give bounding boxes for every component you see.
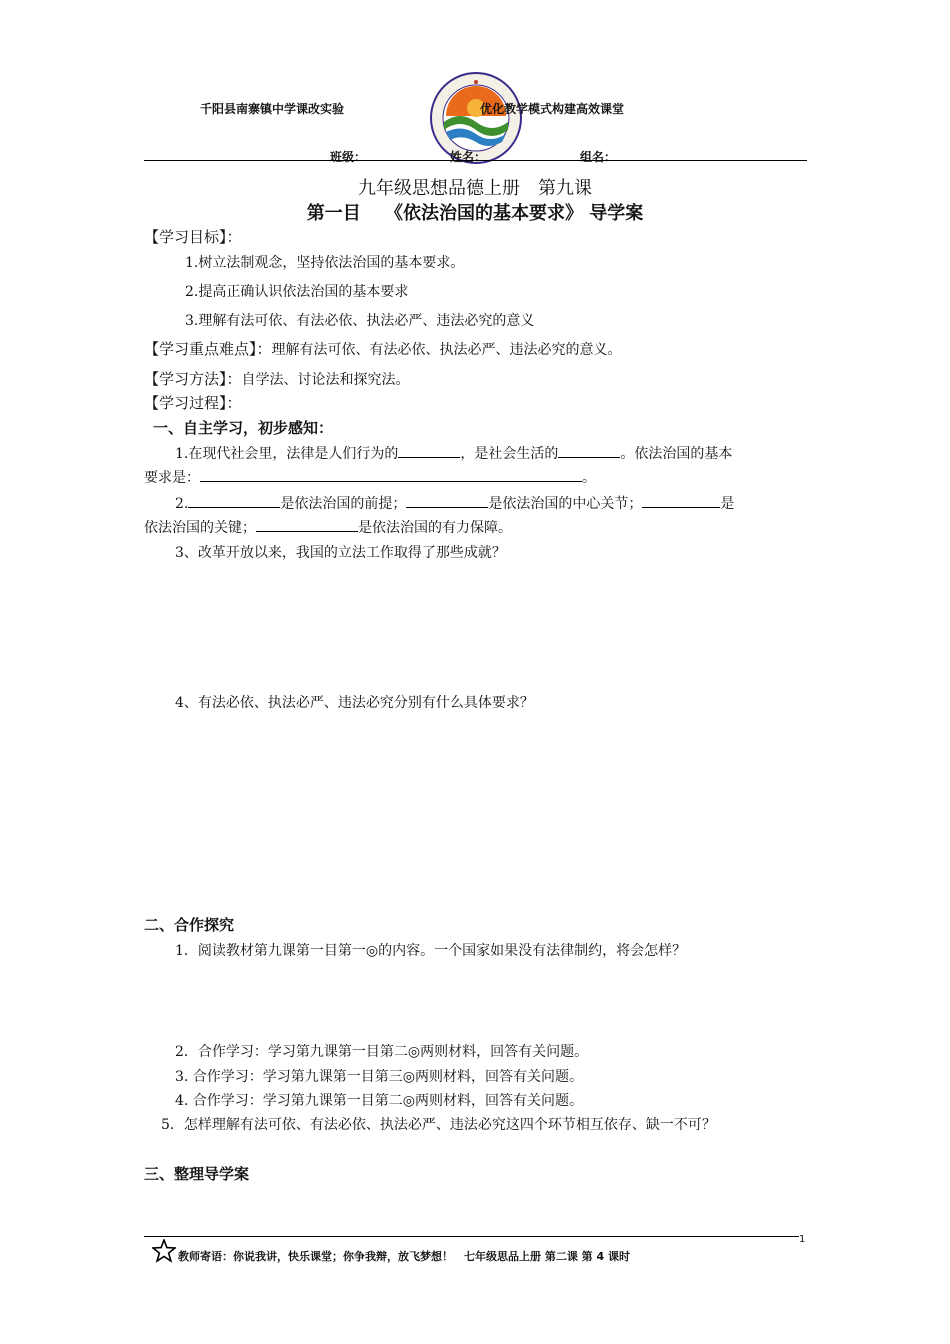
question-2-line1 — [175, 493, 734, 513]
header-right-text: 优化教学模式构建高效课堂 — [480, 102, 625, 116]
page-number: 1 — [799, 1234, 806, 1245]
q1-text: 要求是： — [144, 470, 200, 486]
fill-blank[interactable] — [642, 495, 720, 508]
method — [144, 368, 410, 389]
process-heading: 【学习过程】： — [144, 394, 242, 412]
class-label: 班级： — [330, 150, 367, 164]
question-2-line2 — [144, 517, 512, 537]
star-outline-icon — [152, 1239, 176, 1263]
group-label: 组名： — [580, 150, 617, 164]
fill-blank[interactable] — [256, 519, 358, 532]
question-1-line2 — [144, 467, 596, 487]
fill-blank[interactable] — [406, 495, 488, 508]
section2-item: 1．阅读教材第九课第一目第一◎的内容。一个国家如果没有法律制约，将会怎样？ — [175, 943, 687, 959]
name-label: 姓名： — [450, 150, 487, 164]
footer-rule — [144, 1236, 799, 1237]
page-title: 九年级思想品德上册 第九课 — [358, 178, 592, 199]
fill-blank[interactable] — [558, 445, 620, 458]
section2-item: 2．合作学习：学习第九课第一目第二◎两则材料，回答有关问题。 — [175, 1044, 589, 1060]
header-rule — [144, 160, 807, 161]
question-4: 4、有法必依、执法必严、违法必究分别有什么具体要求？ — [175, 695, 534, 711]
objective-item: 2.提高正确认识依法治国的基本要求 — [185, 284, 409, 300]
method-text: 自学法、讨论法和探究法。 — [241, 372, 410, 388]
page-subtitle: 第一目 《依法治国的基本要求》 导学案 — [306, 203, 644, 224]
fill-blank[interactable] — [200, 469, 582, 482]
q2-text: 2. — [175, 496, 189, 512]
question-3: 3、改革开放以来，我国的立法工作取得了那些成就？ — [175, 545, 506, 561]
section2-item: 5．怎样理解有法可依、有法必依、执法必严、违法必究这四个环节相互依存、缺一不可？ — [161, 1117, 716, 1133]
section2-item: 4. 合作学习：学习第九课第一目第二◎两则材料，回答有关问题。 — [175, 1093, 584, 1109]
fill-blank[interactable] — [398, 445, 460, 458]
q1-text: 。 — [582, 470, 596, 486]
header-left-text: 千阳县南寨镇中学课改实验 — [200, 102, 345, 116]
key-points — [144, 338, 622, 359]
footer-text: 教师寄语：你说我讲，快乐课堂；你争我辩，放飞梦想！ 七年级思品上册 第二课 第 4 课时 — [178, 1250, 630, 1263]
objective-item: 3.理解有法可依、有法必依、执法必严、违法必究的意义 — [185, 313, 535, 329]
q1-text: 。依法治国的基本 — [620, 446, 733, 462]
method-heading: 【学习方法】： — [144, 370, 242, 388]
q2-text: 依法治国的关键； — [144, 520, 256, 536]
question-1-line1 — [175, 443, 732, 463]
key-points-heading: 【学习重点难点】： — [144, 340, 272, 358]
section2-item: 3. 合作学习：学习第九课第一目第三◎两则材料，回答有关问题。 — [175, 1069, 584, 1085]
objective-item: 1.树立法制观念，坚持依法治国的基本要求。 — [185, 255, 465, 271]
q1-text: ，是社会生活的 — [460, 446, 559, 462]
q2-text: 是依法治国的前提； — [280, 496, 407, 512]
q2-text: 是 — [720, 496, 735, 512]
q2-text: 是依法治国的中心关节； — [488, 496, 643, 512]
fill-blank[interactable] — [188, 495, 280, 508]
section3-heading: 三、整理导学案 — [144, 1165, 250, 1183]
section1-heading: 一、自主学习，初步感知： — [153, 419, 334, 437]
section2-heading: 二、合作探究 — [144, 916, 235, 934]
objectives-heading: 【学习目标】： — [144, 228, 242, 246]
q1-text: 1.在现代社会里，法律是人们行为的 — [175, 446, 399, 462]
q2-text: 是依法治国的有力保障。 — [358, 520, 512, 536]
key-points-text: 理解有法可依、有法必依、执法必严、违法必究的意义。 — [271, 342, 622, 358]
